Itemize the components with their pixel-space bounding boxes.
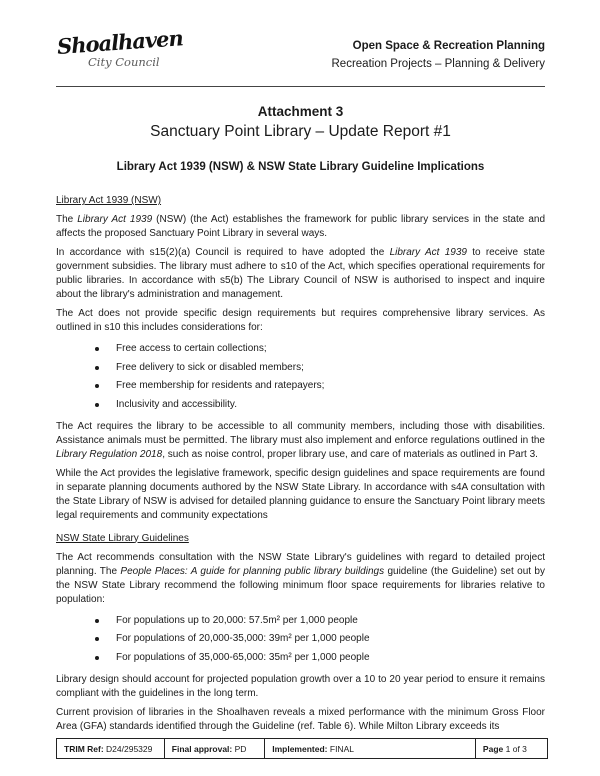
bullet-text: Inclusivity and accessibility. [116, 398, 237, 410]
bullet-icon [95, 403, 99, 407]
header-divider [56, 86, 545, 87]
footer-implemented [265, 739, 476, 758]
bullet-icon [95, 637, 99, 641]
paragraph: The Library Act 1939 (NSW) (the Act) establishes the framework for public library services in the state and affects the proposed Sanctuary Point Library in several ways. [56, 214, 546, 239]
bullet-icon [95, 347, 99, 351]
bullet-text: For populations up to 20,000: 57.5m² per 1,000 people [116, 614, 358, 626]
footer-trim-ref [57, 739, 165, 758]
bullet-item [56, 632, 545, 646]
bullet-icon [95, 619, 99, 623]
report-title: Sanctuary Point Library – Update Report #1 [150, 123, 451, 140]
bullet-list-act-considerations [56, 342, 545, 412]
trim-ref-label: TRIM Ref: [64, 744, 104, 754]
bullet-item [56, 379, 545, 393]
paragraph: The Act does not provide specific design requirements but requires comprehensive library services. As outlined in s10 this includes considerations for: [56, 308, 545, 333]
footer-reference-table [56, 738, 548, 759]
paragraph: Current provision of libraries in the Shoalhaven reveals a mixed performance with the minimum Gross Floor Area (GFA) standards identified through the Guideline (ref. Table 6). While Milton Library exceeds its [56, 706, 545, 732]
bullet-text: Free access to certain collections; [116, 343, 267, 354]
logo-brand-text: Shoalhaven [56, 25, 184, 59]
implemented-value: FINAL [329, 744, 354, 754]
final-approval-value: PD [234, 744, 247, 754]
bullet-item [56, 651, 545, 665]
section-heading-library-act: Library Act 1939 (NSW) [56, 195, 162, 206]
document-subtitle: Library Act 1939 (NSW) & NSW State Library Guideline Implications [116, 161, 485, 173]
bullet-icon [95, 366, 99, 370]
department-subtitle: Recreation Projects – Planning & Delivery [331, 58, 545, 70]
paragraph: The Act recommends consultation with the NSW State Library's guidelines with regard to detailed project planning. The People Places: A guide for planning public library buildings guideline (the Guideline) set out by the NSW State Library recommend the following minimum floor space requirements for libraries relative to population: [56, 551, 545, 605]
bullet-icon [95, 384, 99, 388]
bullet-list-floor-space [56, 614, 545, 665]
final-approval-label: Final approval: [171, 744, 233, 754]
bullet-icon [95, 656, 99, 660]
bullet-text: For populations of 20,000-35,000: 39m² per 1,000 people [116, 633, 370, 644]
paragraph: In accordance with s15(2)(a) Council is required to have adopted the Library Act 1939 to receive state government subsidies. The library must adhere to s10 of the Act, which specifies operational requirements for public libraries. In accordance with s5(b) The Library Council of NSW is authorised to inspect and inquire about the library's administration and management. [56, 247, 545, 300]
paragraph: Library design should account for projected population growth over a 10 to 20 year period to ensure it remains compliant with the guidelines in the long term. [56, 673, 545, 699]
title-block [56, 104, 545, 173]
department-title: Open Space & Recreation Planning [352, 40, 545, 52]
page-label: Page [482, 744, 504, 754]
page-value: 1 of 3 [505, 744, 527, 754]
bullet-text: Free delivery to sick or disabled members; [116, 361, 304, 373]
trim-ref-value: D24/295329 [106, 744, 153, 754]
footer-final-approval [165, 739, 265, 758]
footer-page-number [476, 739, 547, 758]
document-header [56, 25, 545, 73]
bullet-text: For populations of 35,000-65,000: 35m² per 1,000 people [116, 651, 370, 663]
attachment-title: Attachment 3 [257, 104, 344, 119]
logo-subtext: City Council [88, 55, 160, 69]
bullet-item [56, 614, 545, 628]
implemented-label: Implemented: [272, 744, 328, 754]
section-heading-state-library-guidelines: NSW State Library Guidelines [56, 532, 189, 544]
bullet-item [56, 398, 545, 412]
paragraph: While the Act provides the legislative framework, specific design guidelines and space requirements are found in separate planning documents authored by the NSW State Library. In accordance with s4A consultation with the State Library of NSW is advised for detailed planning guidance to ensure the Sanctuary Point library meets legal requirements and community expectations [56, 467, 545, 521]
bullet-item [56, 361, 545, 375]
department-block [332, 34, 546, 73]
bullet-item [56, 342, 545, 356]
document-body [56, 194, 545, 734]
bullet-text: Free membership for residents and ratepayers; [116, 380, 325, 391]
council-logo [56, 25, 184, 69]
paragraph: The Act requires the library to be accessible to all community members, including those with disabilities. Assistance animals must be permitted. The library must also implement and enforce regulations outlined in the Library Regulation 2018, such as noise control, proper library use, and care of materials as outlined in Part 3. [56, 420, 545, 460]
